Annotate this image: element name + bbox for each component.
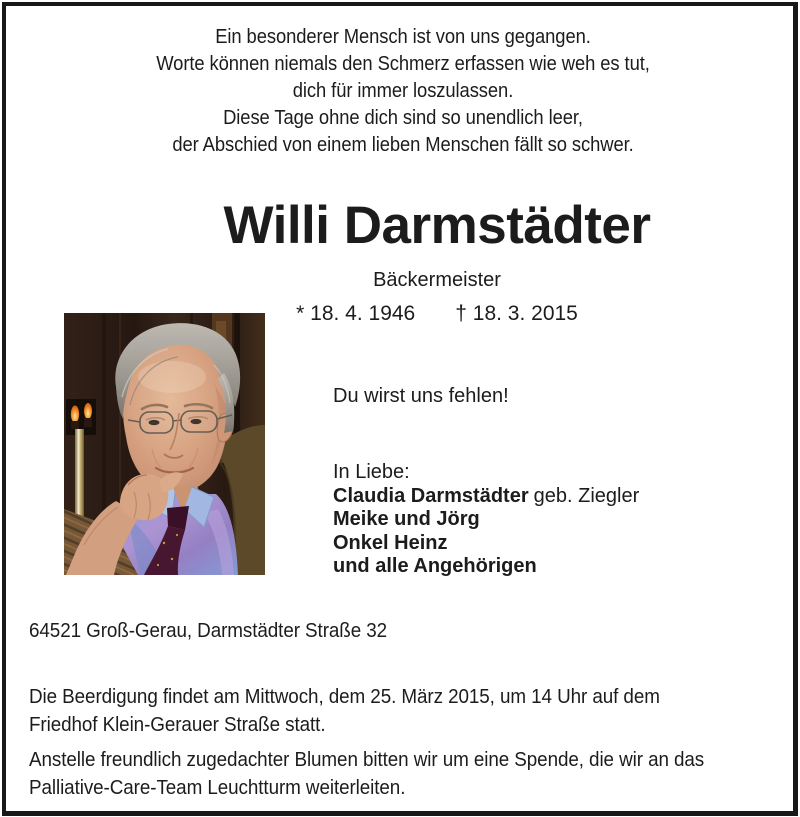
donation-line: Anstelle freundlich zugedachter Blumen bitten wir um eine Spende, die wir an das — [29, 748, 705, 771]
memorial-poem — [38, 24, 768, 159]
mourner-name-bold: Claudia Darmstädter — [333, 484, 529, 507]
mourners-list — [333, 461, 639, 579]
mourner-name-suffix: geb. Ziegler — [533, 484, 640, 507]
deceased-profession: Bäckermeister — [373, 269, 501, 291]
mourner-name: Meike und Jörg — [333, 508, 480, 530]
donation-line: Palliative-Care-Team Leuchtturm weiterleiten. — [29, 776, 406, 799]
poem-line: der Abschied von einem lieben Menschen fällt so schwer. — [172, 134, 634, 156]
mourners-intro: In Liebe: — [333, 461, 410, 483]
portrait-photo — [64, 313, 265, 575]
mourner-name: und alle Angehörigen — [333, 555, 537, 577]
funeral-line: Die Beerdigung findet am Mittwoch, dem 25. März 2015, um 14 Uhr auf dem — [29, 685, 660, 708]
poem-line: Diese Tage ohne dich sind so unendlich leer, — [223, 107, 583, 129]
portrait-photo-illustration — [64, 313, 265, 575]
farewell-message: Du wirst uns fehlen! — [333, 385, 509, 407]
mourner-name — [333, 485, 639, 509]
poem-line: dich für immer loszulassen. — [292, 80, 514, 102]
birth-date: * 18. 4. 1946 — [296, 302, 416, 325]
funeral-details — [29, 683, 660, 738]
donation-request — [29, 746, 704, 802]
deceased-name: Willi Darmstädter — [223, 196, 651, 255]
poem-line: Ein besonderer Mensch ist von uns gegangen. — [215, 26, 591, 48]
mourner-name: Onkel Heinz — [333, 531, 448, 554]
funeral-line: Friedhof Klein-Gerauer Straße statt. — [29, 712, 326, 736]
poem-line: Worte können niemals den Schmerz erfassen wie weh es tut, — [156, 53, 650, 75]
death-date: † 18. 3. 2015 — [455, 302, 578, 325]
home-address: 64521 Groß-Gerau, Darmstädter Straße 32 — [29, 619, 388, 642]
